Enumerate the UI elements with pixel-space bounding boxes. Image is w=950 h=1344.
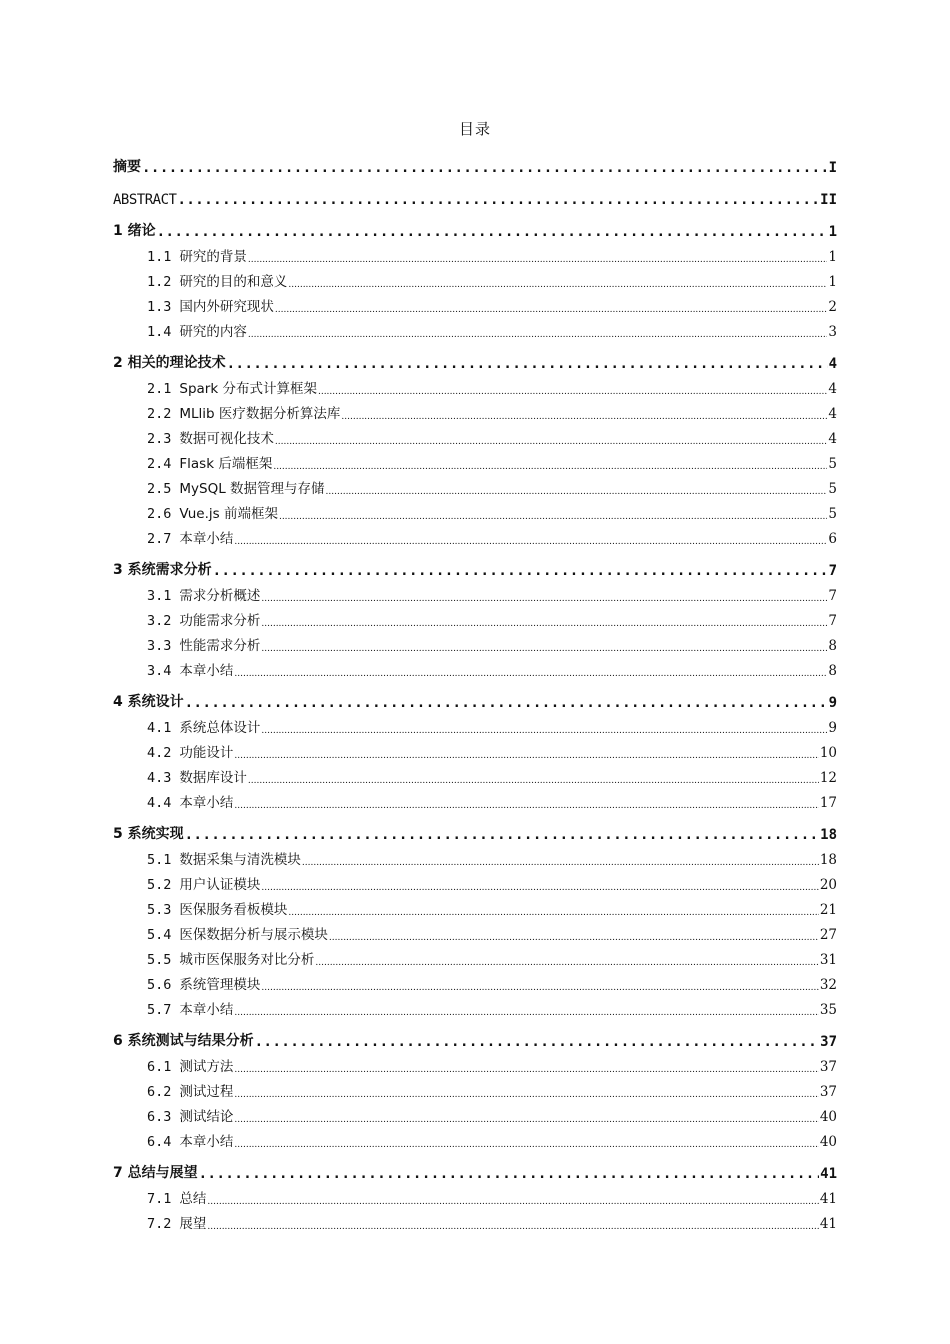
toc-section-entry[interactable] — [113, 290, 837, 315]
page-number: 21 — [819, 902, 837, 918]
section-number: 2.6 — [147, 506, 172, 522]
dot-leader — [275, 305, 828, 315]
page-number: 3 — [828, 324, 837, 340]
toc-section-entry[interactable] — [113, 397, 837, 422]
dot-leader — [326, 487, 828, 497]
toc-section-entry[interactable] — [113, 893, 837, 918]
entry-title: 测试过程 — [179, 1084, 234, 1100]
entry-title: 总结 — [179, 1191, 207, 1207]
page-number: 8 — [828, 663, 837, 679]
section-number: 5.2 — [147, 877, 172, 893]
toc-section-entry[interactable] — [113, 1050, 837, 1075]
toc-entry-label — [147, 377, 317, 397]
toc-section-entry[interactable] — [113, 315, 837, 340]
section-number: 6.1 — [147, 1059, 172, 1075]
entry-title: 测试方法 — [179, 1059, 234, 1075]
page-number: 9 — [828, 695, 837, 711]
toc-section-entry[interactable] — [113, 629, 837, 654]
toc-section-entry[interactable] — [113, 1100, 837, 1125]
dot-leader — [142, 160, 828, 176]
entry-title: 6 系统测试与结果分析 — [113, 1033, 254, 1049]
entry-title: 7 总结与展望 — [113, 1165, 198, 1181]
toc-section-entry[interactable] — [113, 240, 837, 265]
section-number: 5.6 — [147, 977, 172, 993]
toc-section-entry[interactable] — [113, 604, 837, 629]
dot-leader — [261, 619, 827, 629]
page-number: 40 — [819, 1134, 837, 1150]
toc-section-entry[interactable] — [113, 422, 837, 447]
toc-section-entry[interactable] — [113, 968, 837, 993]
dot-leader — [234, 1140, 818, 1150]
entry-title: 国内外研究现状 — [179, 299, 274, 315]
section-number: 2.1 — [147, 381, 172, 397]
dot-leader — [234, 751, 818, 761]
entry-title: 本章小结 — [179, 795, 234, 811]
page-number: 37 — [820, 1034, 837, 1050]
toc-entry-label — [147, 584, 260, 604]
page-number: 9 — [828, 720, 837, 736]
toc-chapter-entry[interactable] — [113, 811, 837, 843]
toc-entry-label — [147, 766, 247, 786]
section-number: 5.4 — [147, 927, 172, 943]
page-number: 5 — [828, 456, 837, 472]
toc-entry-label — [147, 1080, 233, 1100]
section-number: 5.5 — [147, 952, 172, 968]
page-number: 18 — [820, 827, 837, 843]
entry-title: MLlib 医疗数据分析算法库 — [179, 406, 341, 422]
section-number: 6.4 — [147, 1134, 172, 1150]
toc-chapter-entry[interactable] — [113, 679, 837, 711]
toc-section-entry[interactable] — [113, 736, 837, 761]
entry-title: 1 绪论 — [113, 223, 156, 239]
toc-entry-label — [147, 477, 325, 497]
section-number: 1.4 — [147, 324, 172, 340]
entry-title: 系统总体设计 — [179, 720, 261, 736]
dot-leader — [279, 512, 827, 522]
toc-entry-label — [147, 948, 314, 968]
toc-entry-label — [147, 716, 260, 736]
dot-leader — [261, 594, 827, 604]
entry-title: 用户认证模块 — [179, 877, 261, 893]
dot-leader — [248, 330, 828, 340]
section-number: 2.2 — [147, 406, 172, 422]
entry-title: 医保数据分析与展示模块 — [179, 927, 328, 943]
toc-section-entry[interactable] — [113, 711, 837, 736]
toc-section-entry[interactable] — [113, 447, 837, 472]
toc-entry-label — [147, 427, 274, 447]
page-number: 4 — [828, 406, 837, 422]
toc-section-entry[interactable] — [113, 843, 837, 868]
entry-title: 展望 — [179, 1216, 207, 1232]
toc-chapter-entry[interactable] — [113, 547, 837, 579]
dot-leader — [199, 1166, 820, 1182]
entry-title: 2 相关的理论技术 — [113, 355, 226, 371]
entry-title: 城市医保服务对比分析 — [179, 952, 315, 968]
toc-entry-label — [147, 402, 340, 422]
toc-entry-label — [147, 452, 272, 472]
toc-entry-label — [147, 898, 287, 918]
page-number: 4 — [828, 356, 837, 372]
toc-entry-label — [113, 192, 176, 208]
toc-section-entry[interactable] — [113, 993, 837, 1018]
toc-section-entry[interactable] — [113, 1125, 837, 1150]
page-number: 17 — [819, 795, 837, 811]
dot-leader — [248, 776, 819, 786]
page-number: 32 — [819, 977, 837, 993]
toc-section-entry[interactable] — [113, 654, 837, 679]
entry-title: 本章小结 — [179, 663, 234, 679]
entry-title: Flask 后端框架 — [179, 456, 273, 472]
dot-leader — [157, 224, 828, 240]
toc-section-entry[interactable] — [113, 786, 837, 811]
page-number: 31 — [819, 952, 837, 968]
entry-title: Spark 分布式计算框架 — [179, 381, 317, 397]
toc-section-entry[interactable] — [113, 522, 837, 547]
section-number: 6.3 — [147, 1109, 172, 1125]
page-number: 5 — [828, 506, 837, 522]
entry-title: 摘要 — [113, 159, 141, 175]
entry-title: 本章小结 — [179, 531, 234, 547]
toc-entry-label — [147, 320, 247, 340]
section-number: 1.1 — [147, 249, 172, 265]
section-number: 2.3 — [147, 431, 172, 447]
dot-leader — [288, 280, 827, 290]
dot-leader — [207, 1222, 818, 1232]
dot-leader — [185, 827, 820, 843]
page-number: 5 — [828, 481, 837, 497]
entry-title: 数据采集与清洗模块 — [179, 852, 301, 868]
page-number: 41 — [819, 1191, 837, 1207]
entry-title: 研究的目的和意义 — [179, 274, 288, 290]
entry-title: 功能设计 — [179, 745, 234, 761]
dot-leader — [234, 1090, 818, 1100]
section-number: 3.4 — [147, 663, 172, 679]
page-number: 18 — [819, 852, 837, 868]
entry-title: 系统管理模块 — [179, 977, 261, 993]
dot-leader — [185, 695, 828, 711]
toc-entry-label — [147, 998, 233, 1018]
entry-title: 性能需求分析 — [179, 638, 261, 654]
page-number: I — [828, 160, 837, 176]
entry-title: 测试结论 — [179, 1109, 234, 1125]
section-number: 1.3 — [147, 299, 172, 315]
toc-section-entry[interactable] — [113, 372, 837, 397]
section-number: 7.2 — [147, 1216, 172, 1232]
page-number: 40 — [819, 1109, 837, 1125]
toc-chapter-entry[interactable] — [113, 1150, 837, 1182]
page-number: 1 — [828, 224, 837, 240]
page-number: 6 — [828, 531, 837, 547]
toc-entry-label — [147, 791, 233, 811]
entry-title: 研究的背景 — [179, 249, 247, 265]
page-number: 10 — [819, 745, 837, 761]
toc-title: 目录 — [458, 120, 491, 138]
entry-title: 数据库设计 — [179, 770, 247, 786]
page-number: 35 — [819, 1002, 837, 1018]
dot-leader — [234, 537, 827, 547]
page-number: 1 — [828, 249, 837, 265]
section-number: 5.1 — [147, 852, 172, 868]
entry-title: 医保服务看板模块 — [179, 902, 288, 918]
dot-leader — [227, 356, 828, 372]
page-number: 4 — [828, 381, 837, 397]
toc-section-entry[interactable] — [113, 1075, 837, 1100]
dot-leader — [261, 726, 827, 736]
page-number: 7 — [828, 613, 837, 629]
page-number: 7 — [828, 588, 837, 604]
section-number: 5.3 — [147, 902, 172, 918]
page-number: 7 — [828, 563, 837, 579]
toc-section-entry[interactable] — [113, 868, 837, 893]
dot-leader — [341, 412, 827, 422]
toc-entry-label — [147, 1187, 206, 1207]
dot-leader — [273, 462, 827, 472]
section-number: 3.1 — [147, 588, 172, 604]
dot-leader — [315, 958, 818, 968]
dot-leader — [288, 908, 818, 918]
entry-title: 需求分析概述 — [179, 588, 261, 604]
toc-entry-label — [147, 973, 260, 993]
dot-leader — [261, 983, 818, 993]
toc-entry-label — [147, 502, 278, 522]
page-number: 4 — [828, 431, 837, 447]
entry-title: 4 系统设计 — [113, 694, 184, 710]
section-number: 6.2 — [147, 1084, 172, 1100]
page-number: 37 — [819, 1084, 837, 1100]
toc-section-entry[interactable] — [113, 265, 837, 290]
toc-entry-label — [147, 634, 260, 654]
dot-leader — [234, 669, 827, 679]
toc-section-entry[interactable] — [113, 918, 837, 943]
page-number: 27 — [819, 927, 837, 943]
toc-entry-label — [147, 270, 287, 290]
entry-title: 数据可视化技术 — [179, 431, 274, 447]
page-number: 1 — [828, 274, 837, 290]
page-number: 41 — [820, 1166, 837, 1182]
toc-entry-label — [147, 295, 274, 315]
toc-entry-label — [113, 156, 141, 176]
toc-entry-label — [147, 527, 233, 547]
toc-entry-label — [147, 1105, 233, 1125]
toc-entry-label — [113, 1162, 198, 1182]
toc-entry-label — [147, 1055, 233, 1075]
section-number: 4.2 — [147, 745, 172, 761]
toc-entry-label — [113, 1030, 254, 1050]
page-number: 37 — [819, 1059, 837, 1075]
dot-leader — [177, 192, 819, 208]
toc-entry-label — [113, 823, 184, 843]
section-number: 2.4 — [147, 456, 172, 472]
page-number: II — [820, 192, 837, 208]
toc-section-entry[interactable] — [113, 579, 837, 604]
toc-entry-label — [113, 559, 212, 579]
page-number: 2 — [828, 299, 837, 315]
entry-title: 3 系统需求分析 — [113, 562, 212, 578]
entry-title: 5 系统实现 — [113, 826, 184, 842]
section-number: 2.7 — [147, 531, 172, 547]
section-number: 2.5 — [147, 481, 172, 497]
entry-title: ABSTRACT — [113, 192, 177, 208]
dot-leader — [234, 1065, 818, 1075]
toc-section-entry[interactable] — [113, 1207, 837, 1232]
dot-leader — [207, 1197, 818, 1207]
toc-entry-label — [113, 220, 156, 240]
toc-entry-label — [147, 873, 260, 893]
toc-list — [113, 144, 837, 1232]
toc-entry-label — [147, 848, 301, 868]
entry-title: 功能需求分析 — [179, 613, 261, 629]
entry-title: 本章小结 — [179, 1002, 234, 1018]
toc-entry-label — [147, 1130, 233, 1150]
toc-chapter-entry[interactable] — [113, 340, 837, 372]
dot-leader — [213, 563, 828, 579]
dot-leader — [329, 933, 819, 943]
entry-title: MySQL 数据管理与存储 — [179, 481, 325, 497]
dot-leader — [248, 255, 828, 265]
toc-chapter-entry[interactable] — [113, 208, 837, 240]
toc-entry-label — [147, 659, 233, 679]
toc-chapter-entry[interactable] — [113, 144, 837, 176]
dot-leader — [234, 1115, 818, 1125]
toc-section-entry[interactable] — [113, 1182, 837, 1207]
toc-section-entry[interactable] — [113, 761, 837, 786]
page-number: 20 — [819, 877, 837, 893]
section-number: 3.3 — [147, 638, 172, 654]
toc-entry-label — [147, 923, 328, 943]
section-number: 7.1 — [147, 1191, 172, 1207]
page-number: 8 — [828, 638, 837, 654]
dot-leader — [318, 387, 827, 397]
entry-title: Vue.js 前端框架 — [179, 506, 278, 522]
toc-section-entry[interactable] — [113, 943, 837, 968]
dot-leader — [234, 1008, 818, 1018]
toc-entry-label — [147, 1212, 206, 1232]
dot-leader — [261, 644, 827, 654]
dot-leader — [275, 437, 828, 447]
section-number: 4.1 — [147, 720, 172, 736]
toc-entry-label — [147, 245, 247, 265]
toc-entry-label — [147, 741, 233, 761]
page-number: 41 — [819, 1216, 837, 1232]
section-number: 3.2 — [147, 613, 172, 629]
page-number: 12 — [819, 770, 837, 786]
toc-chapter-entry[interactable] — [113, 1018, 837, 1050]
toc-entry-label — [113, 352, 226, 372]
entry-title: 研究的内容 — [179, 324, 247, 340]
section-number: 4.4 — [147, 795, 172, 811]
toc-section-entry[interactable] — [113, 472, 837, 497]
dot-leader — [302, 858, 819, 868]
section-number: 1.2 — [147, 274, 172, 290]
toc-chapter-entry[interactable] — [113, 176, 837, 208]
entry-title: 本章小结 — [179, 1134, 234, 1150]
toc-entry-label — [147, 609, 260, 629]
toc-section-entry[interactable] — [113, 497, 837, 522]
section-number: 4.3 — [147, 770, 172, 786]
dot-leader — [234, 801, 818, 811]
dot-leader — [255, 1034, 820, 1050]
toc-entry-label — [113, 691, 184, 711]
dot-leader — [261, 883, 818, 893]
section-number: 5.7 — [147, 1002, 172, 1018]
